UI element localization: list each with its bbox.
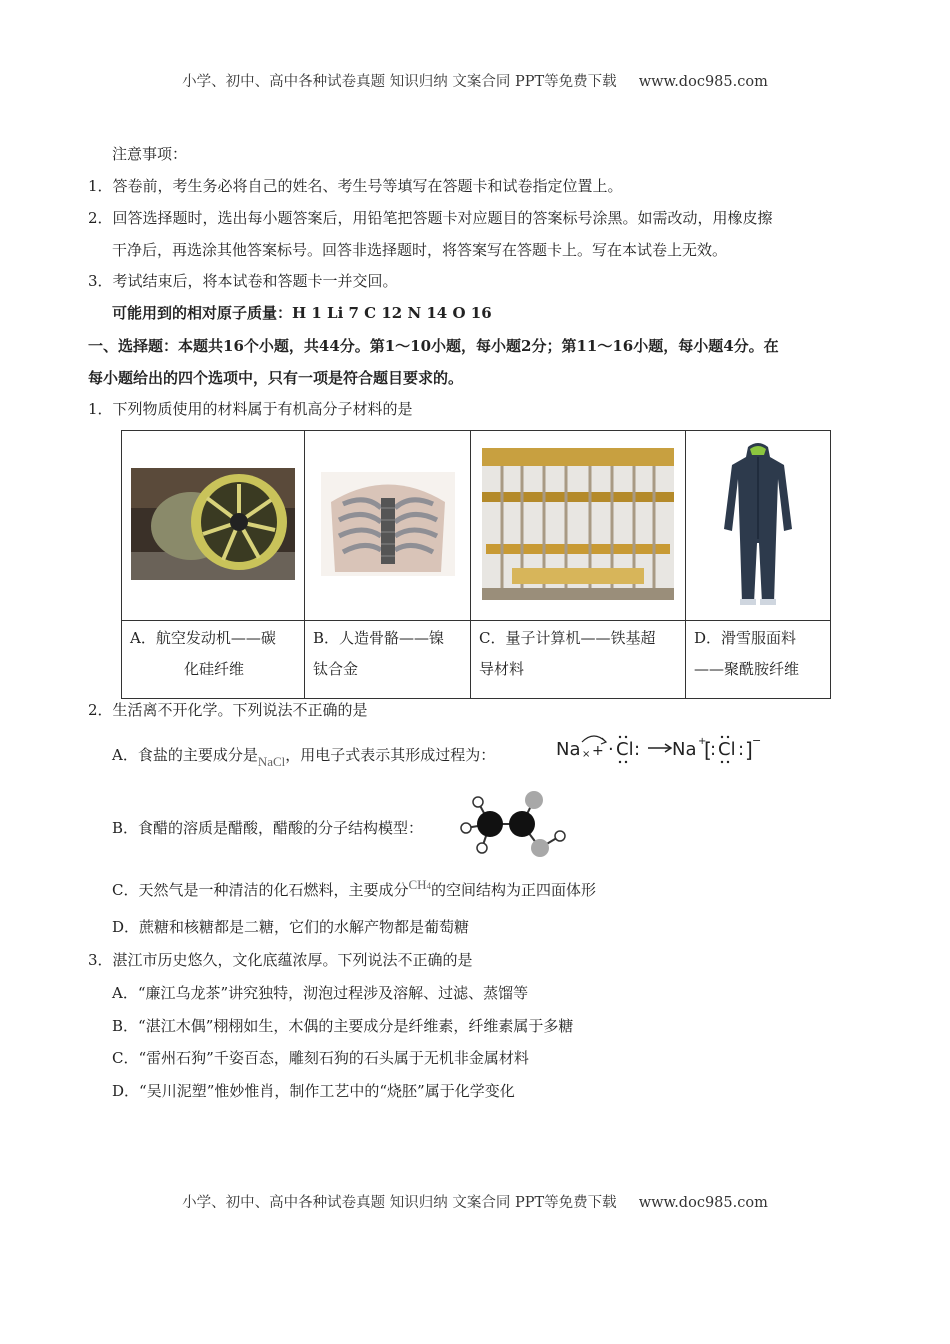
svg-text::: : xyxy=(738,739,745,760)
svg-text:+: + xyxy=(698,736,707,747)
q2-option-c[interactable] xyxy=(112,877,597,902)
q1-option-a-line2: 化硅纤维 xyxy=(183,660,244,678)
notes-title: 注意事项： xyxy=(112,145,188,163)
q1-option-c-line2: 导材料 xyxy=(479,660,525,678)
header-url[interactable]: www.doc985.com xyxy=(638,74,768,90)
q2-option-b[interactable]: B．食醋的溶质是醋酸，醋酸的分子结构模型： xyxy=(112,819,424,837)
notes-item-1: 1．答卷前，考生务必将自己的姓名、考生号等填写在答题卡和试卷指定位置上。 xyxy=(88,177,623,195)
q1-option-a-line1: A．航空发动机——碳 xyxy=(130,629,276,647)
lewis-na: Na xyxy=(556,739,581,760)
q1-image-cell-d xyxy=(686,431,831,621)
nacl-lewis-formation xyxy=(552,728,762,768)
ch4-formula-base: CH xyxy=(408,877,427,892)
q1-stem: 1．下列物质使用的材料属于有机高分子材料的是 xyxy=(88,400,413,418)
q3-option-c[interactable]: C．“雷州石狗”千姿百态，雕刻石狗的石头属于无机非金属材料 xyxy=(112,1049,529,1067)
q1-option-c-line1: C．量子计算机——铁基超 xyxy=(479,629,656,647)
nacl-formula: NaCl xyxy=(257,754,286,769)
q3-option-a[interactable]: A．“廉江乌龙茶”讲究独特，沏泡过程涉及溶解、过滤、蒸馏等 xyxy=(112,984,529,1002)
header-text: 小学、初中、高中各种试卷真题 知识归纳 文案合同 PPT等免费下载 xyxy=(182,74,617,90)
svg-text:−: − xyxy=(752,734,762,747)
q2-option-d[interactable]: D．蔗糖和核糖都是二糖，它们的水解产物都是葡萄糖 xyxy=(112,918,470,936)
atomic-mass-line: 可能用到的相对原子质量：H 1 Li 7 C 12 N 14 O 16 xyxy=(112,304,492,322)
q2-stem: 2．生活离不开化学。下列说法不正确的是 xyxy=(88,701,368,719)
acetic-acid-model xyxy=(460,788,572,858)
section-1-heading: 一、选择题：本题共16个小题，共44分。第1～10小题，每小题2分；第11～16小题，每小题4分。在 xyxy=(88,337,779,355)
footer-text: 小学、初中、高中各种试卷真题 知识归纳 文案合同 PPT等免费下载 xyxy=(182,1195,617,1211)
svg-text::: : xyxy=(710,739,717,760)
lewis-plus: + xyxy=(592,743,604,759)
page-header xyxy=(0,70,950,91)
q1-option-d-line1: D．滑雪服面料 xyxy=(694,629,797,647)
notes-item-2-cont: 干净后，再选涂其他答案标号。回答非选择题时，将答案写在答题卡上。写在本试卷上无效。 xyxy=(112,241,728,259)
jet-engine-image xyxy=(131,468,295,580)
q3-option-b[interactable]: B．“湛江木偶”栩栩如生，木偶的主要成分是纤维素，纤维素属于多糖 xyxy=(112,1017,574,1035)
artificial-ribcage-image xyxy=(321,472,455,576)
q2-option-c-pre: C．天然气是一种清洁的化石燃料，主要成分 xyxy=(112,881,409,899)
q1-options-table xyxy=(121,430,831,699)
page-footer xyxy=(0,1191,950,1212)
q1-image-cell-a xyxy=(122,431,305,621)
lewis-cl: Cl xyxy=(616,739,634,760)
q2-option-a-pre: A．食盐的主要成分是 xyxy=(112,746,258,764)
q1-option-b-line1: B．人造骨骼——镍 xyxy=(313,629,445,647)
svg-text:×: × xyxy=(582,749,591,760)
q2-option-a-post: ，用电子式表示其形成过程为： xyxy=(285,746,496,764)
footer-url[interactable]: www.doc985.com xyxy=(638,1195,768,1211)
q1-option-b-line2: 钛合金 xyxy=(313,660,359,678)
q3-option-d[interactable]: D．“吴川泥塑”惟妙惟肖，制作工艺中的“烧胚”属于化学变化 xyxy=(112,1082,515,1100)
q1-option-a[interactable] xyxy=(122,621,305,699)
svg-text:·: · xyxy=(608,739,614,760)
ski-suit-image xyxy=(722,439,794,609)
svg-text:[: [ xyxy=(704,738,712,762)
q2-option-c-post: 的空间结构为正四面体形 xyxy=(431,881,597,899)
q1-image-cell-b xyxy=(305,431,471,621)
ch4-formula xyxy=(408,877,431,892)
q1-option-b[interactable] xyxy=(305,621,471,699)
q1-option-d[interactable] xyxy=(686,621,831,699)
notes-item-2: 2．回答选择题时，选出每小题答案后，用铅笔把答题卡对应题目的答案标号涂黑。如需改动，用橡皮擦 xyxy=(88,209,773,227)
lewis-na-ion: Na xyxy=(672,739,697,760)
svg-text::: : xyxy=(634,739,641,760)
svg-text:]: ] xyxy=(745,738,753,762)
q3-stem: 3．湛江市历史悠久，文化底蕴浓厚。下列说法不正确的是 xyxy=(88,951,473,969)
q2-option-a[interactable] xyxy=(112,745,496,769)
notes-item-3: 3．考试结束后，将本试卷和答题卡一并交回。 xyxy=(88,272,398,290)
q1-option-d-line2: ——聚酰胺纤维 xyxy=(694,660,800,678)
svg-text:Cl: Cl xyxy=(718,739,736,760)
quantum-computer-image xyxy=(482,448,674,600)
section-1-heading-cont: 每小题给出的四个选项中，只有一项是符合题目要求的。 xyxy=(88,369,464,387)
ch4-formula-sub: 4 xyxy=(426,881,432,891)
q1-image-cell-c xyxy=(471,431,686,621)
q1-option-c[interactable] xyxy=(471,621,686,699)
